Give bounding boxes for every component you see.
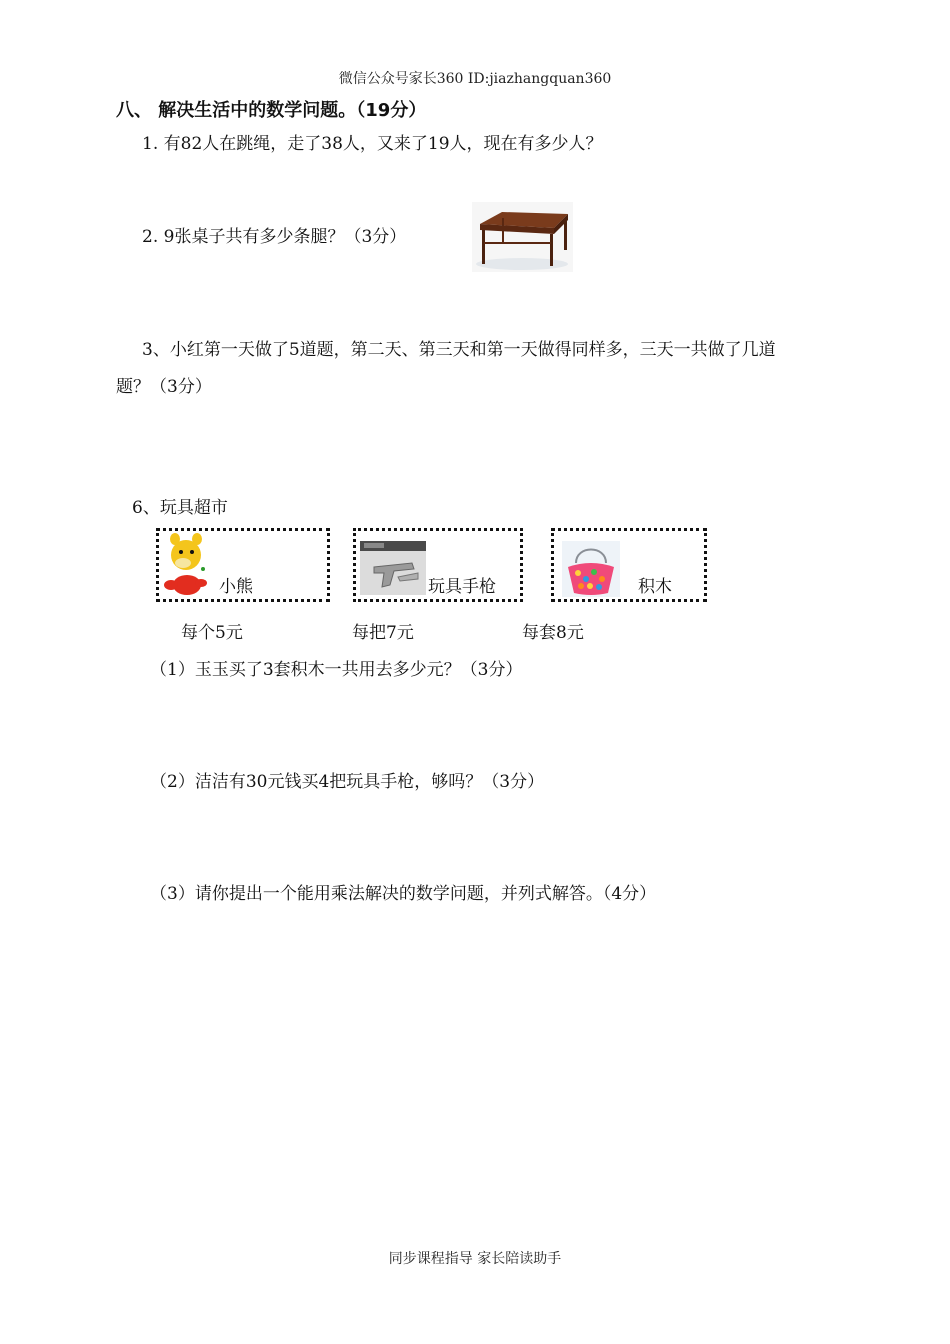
- page-footer: 同步课程指导 家长陪读助手: [388, 1251, 562, 1267]
- question-2: 2. 9张桌子共有多少条腿？（3分）: [142, 227, 407, 247]
- toy-card-bear: [156, 528, 330, 602]
- toy-price-blocks: 每套8元: [522, 623, 584, 643]
- toy-price-bear: 每个5元: [181, 623, 243, 643]
- toy-name-blocks: 积木: [638, 577, 672, 597]
- toy-name-gun: 玩具手枪: [428, 577, 496, 597]
- toy-gun-icon: [360, 541, 426, 595]
- sub-question-1: （1）玉玉买了3套积木一共用去多少元？（3分）: [150, 660, 523, 680]
- section-title: 八、 解决生活中的数学问题。（19分）: [116, 100, 427, 121]
- toy-price-gun: 每把7元: [352, 623, 414, 643]
- question-6-title: 6、玩具超市: [132, 498, 228, 518]
- toy-bear-icon: [161, 533, 211, 599]
- page-header: 微信公众号家长360 ID:jiazhangquan360: [338, 71, 612, 87]
- sub-question-2: （2）洁洁有30元钱买4把玩具手枪，够吗？（3分）: [150, 772, 545, 792]
- question-3-line-2: 题？（3分）: [116, 377, 212, 397]
- toy-card-gun: [353, 528, 523, 602]
- sub-question-3: （3）请你提出一个能用乘法解决的数学问题，并列式解答。（4分）: [150, 884, 657, 904]
- toy-name-bear: 小熊: [219, 577, 253, 597]
- table-image: [472, 202, 573, 272]
- building-blocks-icon: [562, 541, 620, 597]
- question-1: 1. 有82人在跳绳，走了38人，又来了19人，现在有多少人？: [142, 134, 603, 154]
- question-3-line-1: 3、小红第一天做了5道题，第二天、第三天和第一天做得同样多，三天一共做了几道: [142, 340, 776, 360]
- toy-card-blocks: [551, 528, 707, 602]
